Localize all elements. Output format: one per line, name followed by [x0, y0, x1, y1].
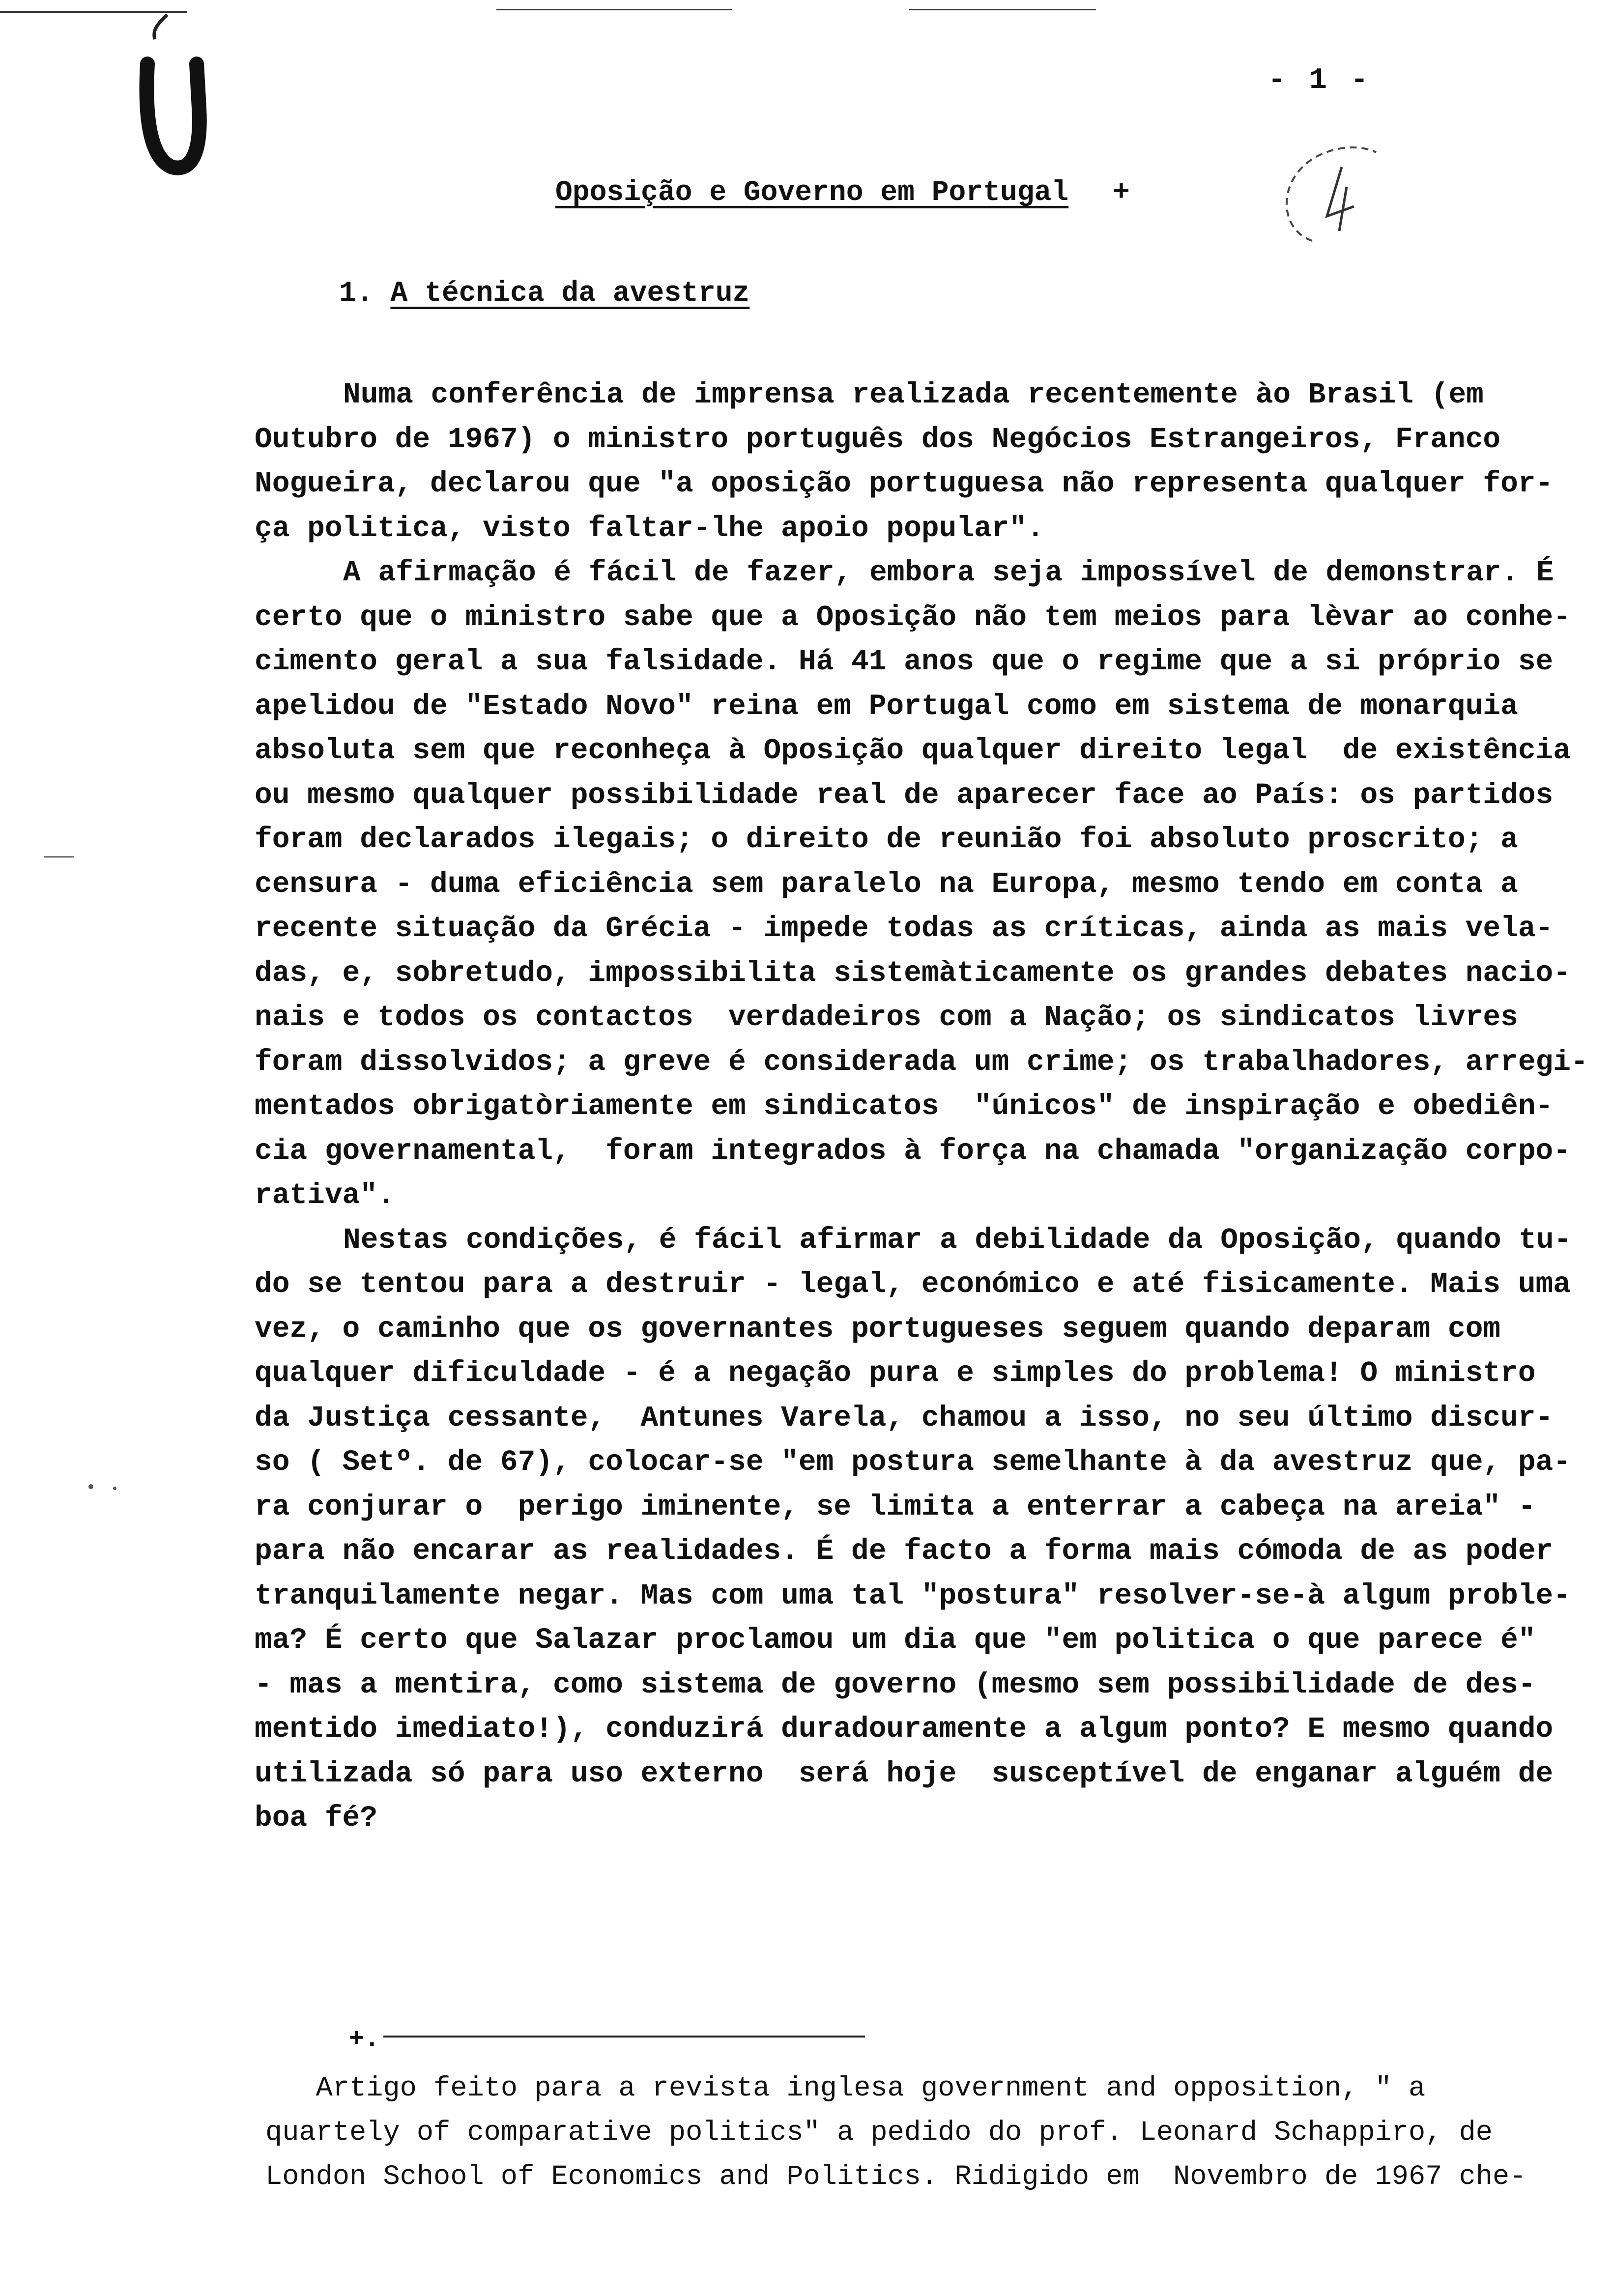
body-line: [255, 417, 1591, 462]
body-line-text: mentido imediato!), conduzirá duradouramente a algum ponto? E mesmo quando: [255, 1712, 1554, 1746]
body-line-text: tranquilamente negar. Mas com uma tal "postura" resolver-se-à algum proble-: [255, 1578, 1571, 1612]
body-line-text: apelidou de "Estado Novo" reina em Portugal como em sistema de monarquia: [255, 689, 1518, 723]
body-line-text: recente situação da Grécia - impede todas as críticas, ainda as mais vela-: [255, 912, 1554, 945]
body-line: [255, 1707, 1591, 1751]
title-footnote-mark: +: [1113, 177, 1130, 209]
body-line-text: certo que o ministro sabe que a Oposição não tem meios para lèvar ao conhe-: [255, 600, 1571, 634]
body-line-text: cimento geral a sua falsidade. Há 41 anos que o regime que a si próprio se: [255, 645, 1554, 678]
body-line-text: utilizada só para uso externo será hoje susceptível de enganar alguém de: [255, 1756, 1554, 1790]
body-line: [255, 1084, 1591, 1129]
top-edge-line-right: [909, 9, 1096, 10]
body-line-text: Nestas condições, é fácil afirmar a debilidade da Oposição, quando tu-: [343, 1223, 1572, 1257]
title-text: Oposição e Governo em Portugal: [555, 177, 1069, 209]
body-line: [255, 1129, 1591, 1174]
body-line: [255, 1440, 1591, 1485]
margin-smudge: [44, 856, 74, 858]
body-line: [255, 995, 1591, 1040]
body-line: [255, 684, 1591, 729]
body-line-text: cia governamental, foram integrados à força na chamada "organização corpo-: [255, 1134, 1571, 1168]
body-line-text: das, e, sobretudo, impossibilita sistemàticamente os grandes debates nacio-: [255, 956, 1571, 990]
body-line: [255, 1173, 1591, 1218]
body-line-text: qualquer dificuldade - é a negação pura e simples do problema! O ministro: [255, 1356, 1536, 1390]
body-line: [255, 1751, 1591, 1796]
footnote-line: London School of Economics and Politics. Ridigido em Novembro de 1967 che-: [265, 2161, 1526, 2193]
body-line-text: vez, o caminho que os governantes portugueses seguem quando deparam com: [255, 1312, 1501, 1346]
body-line: [255, 1485, 1591, 1529]
body-line-text: foram declarados ilegais; o direito de reunião foi absoluto proscrito; a: [255, 823, 1518, 856]
body-line-text: da Justiça cessante, Antunes Varela, chamou a isso, no seu último discur-: [255, 1401, 1554, 1435]
body-line: [255, 951, 1591, 996]
body-line-text: boa fé?: [255, 1801, 377, 1835]
body-line-text: Nogueira, declarou que "a oposição portuguesa não representa qualquer for-: [255, 467, 1554, 500]
body-line: [255, 1618, 1591, 1663]
body-line-text: ça politica, visto faltar-lhe apoio popular".: [255, 511, 1044, 545]
body-text: [255, 373, 1591, 1840]
footnote-line: Artigo feito para a revista inglesa government and opposition, " a: [265, 2073, 1426, 2104]
handwritten-u-mark: [138, 10, 216, 177]
body-line: [255, 1529, 1591, 1574]
footnote-divider: [383, 2036, 865, 2038]
body-line-text: foram dissolvidos; a greve é considerada um crime; os trabalhadores, arregi-: [255, 1045, 1588, 1079]
footnote-text: [265, 2066, 1592, 2199]
margin-speck: [88, 1484, 93, 1489]
body-line-text: rativa".: [255, 1178, 395, 1212]
body-line-text: so ( Setº. de 67), colocar-se "em postura semelhante à da avestruz que, pa-: [255, 1445, 1571, 1479]
body-line: [255, 1218, 1591, 1263]
handwritten-4-mark: [1268, 133, 1415, 260]
section-number: 1.: [339, 278, 374, 310]
body-line-text: - mas a mentira, como sistema de governo (mesmo sem possibilidade de des-: [255, 1667, 1536, 1701]
body-line: [255, 639, 1591, 684]
section-title: A técnica da avestruz: [390, 278, 750, 310]
body-line-text: do se tentou para a destruir - legal, económico e até fisicamente. Mais uma: [255, 1267, 1571, 1301]
document-title: [555, 177, 1130, 209]
body-line-text: censura - duma eficiência sem paralelo na Europa, mesmo tendo em conta a: [255, 867, 1518, 901]
page-number: - 1 -: [1268, 64, 1372, 97]
footnote-mark: +.: [349, 2025, 380, 2054]
body-line: [255, 862, 1591, 907]
footnote-line: quartely of comparative politics" a pedido do prof. Leonard Schappiro, de: [265, 2117, 1493, 2149]
body-line-text: ma? É certo que Salazar proclamou um dia que "em politica o que parece é": [255, 1623, 1536, 1657]
body-line-text: ra conjurar o perigo iminente, se limita a enterrar a cabeça na areia" -: [255, 1490, 1536, 1523]
body-line: [255, 1262, 1591, 1307]
body-line-text: para não encarar as realidades. É de facto a forma mais cómoda de as poder: [255, 1534, 1554, 1568]
body-line-text: nais e todos os contactos verdadeiros com a Nação; os sindicatos livres: [255, 1001, 1518, 1034]
section-heading: [339, 278, 749, 310]
body-line-text: Numa conferência de imprensa realizada recentemente ào Brasil (em: [343, 378, 1484, 411]
body-line: [255, 1396, 1591, 1440]
body-line: [255, 461, 1591, 506]
body-line: [255, 1796, 1591, 1840]
body-line: [255, 506, 1591, 551]
body-line: [255, 728, 1591, 773]
body-line: [255, 1351, 1591, 1396]
body-line: [255, 550, 1591, 595]
body-line-text: absoluta sem que reconheça à Oposição qualquer direito legal de existência: [255, 734, 1571, 767]
body-line: [255, 595, 1591, 640]
body-line: [255, 1307, 1591, 1351]
margin-speck: [113, 1487, 116, 1490]
body-line-text: ou mesmo qualquer possibilidade real de aparecer face ao País: os partidos: [255, 778, 1554, 812]
body-line: [255, 1574, 1591, 1618]
body-line: [255, 373, 1591, 417]
body-line: [255, 906, 1591, 951]
body-line: [255, 817, 1591, 862]
top-edge-line-middle: [496, 9, 732, 10]
body-line: [255, 1040, 1591, 1085]
body-line: [255, 1663, 1591, 1707]
body-line-text: mentados obrigatòriamente em sindicatos "únicos" de inspiração e obediên-: [255, 1090, 1554, 1123]
body-line-text: A afirmação é fácil de fazer, embora seja impossível de demonstrar. É: [343, 556, 1554, 589]
body-line-text: Outubro de 1967) o ministro português dos Negócios Estrangeiros, Franco: [255, 422, 1501, 456]
body-line: [255, 773, 1591, 818]
